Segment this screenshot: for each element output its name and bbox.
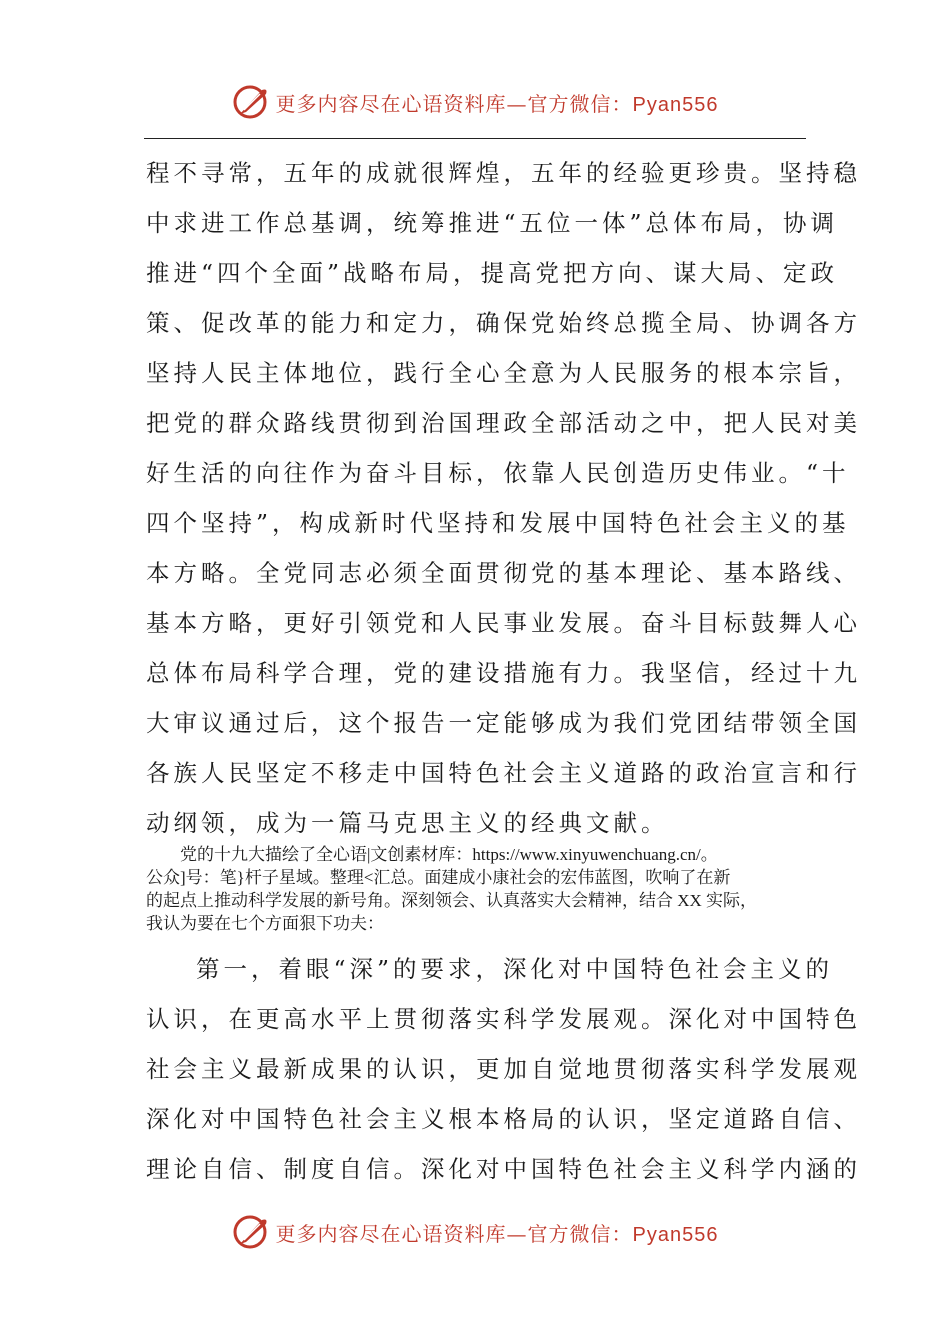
paragraph-1 <box>146 148 861 848</box>
header-divider <box>144 138 806 139</box>
footer-banner <box>0 1208 950 1256</box>
text-line: 理论自信、制度自信。深化对中国特色社会主义科学内涵的 <box>146 1155 861 1183</box>
text-line: 基本方略，更好引领党和人民事业发展。奋斗目标鼓舞人心 <box>146 609 861 637</box>
text-line: 中求进工作总基调，统筹推进“五位一体”总体布局，协调 <box>146 209 839 237</box>
text-line: 策、促改革的能力和定力，确保党始终总揽全局、协调各方 <box>146 309 861 337</box>
text-line: 推进“四个全面”战略布局，提高党把方向、谋大局、定政 <box>146 259 839 287</box>
footer-wechat-id: Pyan556 <box>632 1223 719 1246</box>
text-line: 党的十九大描绘了全心语|文创素材库：https://www.xinyuwenchuang.cn/。 <box>180 845 718 864</box>
text-line: 深化对中国特色社会主义根本格局的认识，坚定道路自信、 <box>146 1105 861 1133</box>
text-line: 我认为要在七个方面狠下功夫： <box>146 914 384 933</box>
text-line: 的起点上推动科学发展的新号角。深刻领会、认真落实大会精神，结合 XX 实际， <box>146 891 758 910</box>
text-line: 公众]号：笔}杆子星域。整理<汇总。面建成小康社会的宏伟蓝图，吹响了在新 <box>146 868 731 887</box>
text-line: 把党的群众路线贯彻到治国理政全部活动之中，把人民对美 <box>146 409 861 437</box>
text-line: 社会主义最新成果的认识，更加自觉地贯彻落实科学发展观 <box>146 1055 861 1083</box>
text-line: 总体布局科学合理，党的建设措施有力。我坚信，经过十九 <box>146 659 861 687</box>
header-wechat-id: Pyan556 <box>632 93 719 116</box>
text-line: 大审议通过后，这个报告一定能够成为我们党团结带领全国 <box>146 709 861 737</box>
text-line: 本方略。全党同志必须全面贯彻党的基本理论、基本路线、 <box>146 559 861 587</box>
header-banner-text: 更多内容尽在心语资料库—官方微信：Pyan556 <box>275 91 719 116</box>
quill-logo-icon <box>232 1212 272 1252</box>
paragraph-2 <box>146 944 861 1194</box>
footer-banner-text: 更多内容尽在心语资料库—官方微信：Pyan556 <box>275 1221 719 1246</box>
text-line: 第一，着眼“深”的要求，深化对中国特色社会主义的 <box>196 955 834 983</box>
quill-logo-icon <box>232 82 272 122</box>
text-line: 认识，在更高水平上贯彻落实科学发展观。深化对中国特色 <box>146 1005 861 1033</box>
text-line: 各族人民坚定不移走中国特色社会主义道路的政治宣言和行 <box>146 759 861 787</box>
text-line: 坚持人民主体地位，践行全心全意为人民服务的根本宗旨， <box>146 359 861 387</box>
text-line: 好生活的向往作为奋斗目标，依靠人民创造历史伟业。“十 <box>146 459 850 487</box>
text-line: 动纲领，成为一篇马克思主义的经典文献。 <box>146 809 669 837</box>
header-banner <box>0 78 950 126</box>
text-line: 四个坚持”，构成新时代坚持和发展中国特色社会主义的基 <box>146 509 850 537</box>
small-paragraph <box>146 843 814 935</box>
text-line: 程不寻常，五年的成就很辉煌，五年的经验更珍贵。坚持稳 <box>146 159 861 187</box>
